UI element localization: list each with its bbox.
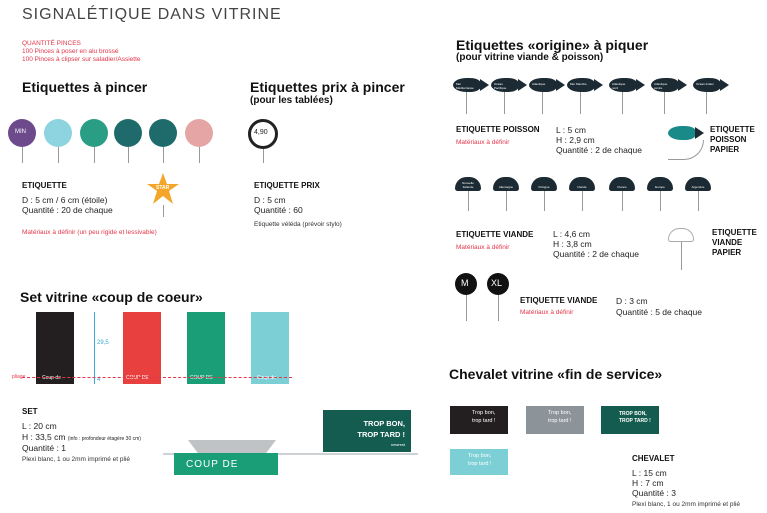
prix-qty: Quantité : 60: [254, 205, 303, 215]
meat-tag: Nouvelle Zélande: [455, 177, 481, 191]
pin-stem: [580, 92, 581, 114]
poisson-qty: Quantité : 2 de chaque: [556, 145, 643, 155]
chevalet-card-2: Trop bon, trop tard !: [526, 406, 584, 434]
pin-stem: [466, 295, 467, 321]
pin-stem: [698, 191, 699, 211]
chevalet-card-1: Trop bon, trop tard !: [450, 406, 508, 434]
fish-tag: Atlantique nord: [609, 78, 637, 92]
pin-stem: [466, 92, 467, 114]
viande-label: ETIQUETTE VIANDE: [456, 230, 534, 239]
set-material: Plexi blanc, 1 ou 2mm imprimé et plié: [22, 456, 131, 463]
dimension-height: 29,5: [97, 340, 109, 346]
poisson-label: ETIQUETTE POISSON: [456, 125, 540, 134]
fish-tag: Atlantique centre: [651, 78, 679, 92]
meat-tag: Allemagne: [493, 177, 519, 191]
pincer-label: ETIQUETTE: [22, 181, 67, 190]
viande-papier: ETIQUETTE VIANDE PAPIER: [712, 228, 757, 257]
coeur-display: COUP DE: [174, 453, 278, 475]
prix-subheading: (pour les tablées): [250, 95, 333, 106]
fish-tag: Mer Manche: [567, 78, 595, 92]
fold-line: [22, 377, 292, 378]
prix-note: Etiquette véléda (prévoir stylo): [254, 221, 342, 228]
pin-stem: [22, 147, 23, 163]
size-m-text: M: [461, 278, 469, 288]
coeur-card-black: Coup de: [36, 312, 74, 384]
prix-label: ETIQUETTE PRIX: [254, 181, 320, 190]
set-dims-l: L : 20 cm: [22, 421, 57, 431]
pincer-circle-5: [149, 119, 177, 147]
pin-stem: [498, 295, 499, 321]
origine-subheading: (pour vitrine viande & poisson): [456, 52, 604, 63]
pin-stem: [582, 191, 583, 211]
pincer-circle-4: [114, 119, 142, 147]
chevalet-material: Plexi blanc, 1 ou 2mm imprimé et plié: [632, 501, 741, 508]
prix-dims: D : 5 cm: [254, 195, 286, 205]
fish-tag: Mer Méditerranée: [453, 78, 481, 92]
fold-label: pliage: [12, 374, 26, 380]
pincer-circle-3: [80, 119, 108, 147]
size-m-circle: [455, 273, 477, 295]
fish-tag: Atlantique: [529, 78, 557, 92]
fish-tag: Océan Pacifique: [491, 78, 519, 92]
chevalet-label: CHEVALET: [632, 454, 675, 463]
viande-dims-l: L : 4,6 cm: [553, 229, 591, 239]
viande2-dims: D : 3 cm: [616, 296, 648, 306]
poisson-dims-h: H : 2,9 cm: [556, 135, 595, 145]
viande-material: Matériaux à définir: [456, 244, 510, 251]
viande2-label: ETIQUETTE VIANDE: [520, 296, 598, 305]
viande-qty: Quantité : 2 de chaque: [553, 249, 640, 259]
dimension-line: [94, 312, 95, 384]
poisson-papier: ETIQUETTE POISSON PAPIER: [710, 125, 755, 154]
pin-stem: [163, 205, 164, 217]
pincer-dims: D : 5 cm / 6 cm (étoile): [22, 195, 108, 205]
set-qty: Quantité : 1: [22, 443, 66, 453]
chevalet-dims-h: H : 7 cm: [632, 478, 664, 488]
pincer-circle-1: [8, 119, 36, 147]
chevalet-heading: Chevalet vitrine «fin de service»: [449, 366, 663, 382]
pin-stem: [681, 242, 682, 270]
coeur-card-light: Coup de: [251, 312, 289, 384]
pin-stem: [660, 191, 661, 211]
set-label: SET: [22, 407, 38, 416]
pincer-circle-text: MIN: [15, 129, 26, 135]
viande2-material: Matériaux à définir: [520, 309, 574, 316]
pin-stem: [542, 92, 543, 114]
meat-paper-tag: [668, 228, 694, 242]
pin-stem: [468, 191, 469, 211]
pin-stem: [58, 147, 59, 163]
pin-stem: [163, 147, 164, 163]
pin-stem: [622, 92, 623, 114]
coeur-card-green: COUP DE: [187, 312, 225, 384]
pin-stem: [263, 149, 264, 163]
pincer-heading: Etiquettes à pincer: [22, 79, 148, 95]
fish-tag: Océan Indien: [693, 78, 721, 92]
meat-tag: Irlande: [569, 177, 595, 191]
qty-header: QUANTITÉ PINCES: [22, 40, 81, 47]
prix-heading: Etiquettes prix à pincer: [250, 79, 405, 95]
pincer-circle-2: [44, 119, 72, 147]
pin-stem: [622, 191, 623, 211]
fish-paper-hook: [668, 140, 704, 160]
origine-heading: Etiquettes «origine» à piquer: [456, 37, 649, 53]
promo-card: TROP BON, TROP TARD ! newrest: [323, 410, 411, 452]
poisson-material: Matériaux à définir: [456, 139, 510, 146]
page-title: SIGNALÉTIQUE DANS VITRINE: [22, 6, 282, 23]
shelf-support: [188, 440, 276, 454]
prix-circle-text: 4,90: [254, 129, 268, 136]
chevalet-dims-l: L : 15 cm: [632, 468, 667, 478]
meat-tag: Argentine: [685, 177, 711, 191]
meat-tag: Pologne: [531, 177, 557, 191]
meat-tag: Europe: [647, 177, 673, 191]
pincer-circle-6: [185, 119, 213, 147]
size-xl-circle: [487, 273, 509, 295]
pin-stem: [94, 147, 95, 163]
size-xl-text: XL: [491, 278, 503, 288]
pin-stem: [128, 147, 129, 163]
poisson-dims-l: L : 5 cm: [556, 125, 586, 135]
dimension-small: 4: [97, 377, 101, 383]
pin-stem: [199, 147, 200, 163]
chevalet-qty: Quantité : 3: [632, 488, 676, 498]
prix-circle: [248, 119, 278, 149]
chevalet-card-4: Trop bon, trop tard !: [450, 449, 508, 475]
chevalet-card-3: TROP BON, TROP TARD !: [601, 406, 659, 434]
qty-line-1: 100 Pinces à poser en alu brossé: [22, 48, 119, 55]
pin-stem: [504, 92, 505, 114]
star-badge: [146, 172, 180, 206]
coeur-heading: Set vitrine «coup de coeur»: [20, 289, 203, 305]
set-dims-h: H : 33,5 cm (info : profondeur étagère 30 cm): [22, 432, 141, 442]
pin-stem: [544, 191, 545, 211]
pin-stem: [664, 92, 665, 114]
meat-tag: France: [609, 177, 635, 191]
fish-paper-tag: [668, 126, 696, 140]
viande-dims-h: H : 3,8 cm: [553, 239, 592, 249]
coeur-card-red: COUP DE: [123, 312, 161, 384]
pincer-qty: Quantité : 20 de chaque: [22, 205, 113, 215]
qty-line-2: 100 Pinces à clipser sur saladier/Assiette: [22, 56, 141, 63]
star-text: STAR: [156, 185, 170, 191]
pin-stem: [506, 191, 507, 211]
pin-stem: [706, 92, 707, 114]
viande2-qty: Quantité : 5 de chaque: [616, 307, 703, 317]
pincer-material: Matériaux à définir (un peu rigide et lessivable): [22, 229, 157, 236]
